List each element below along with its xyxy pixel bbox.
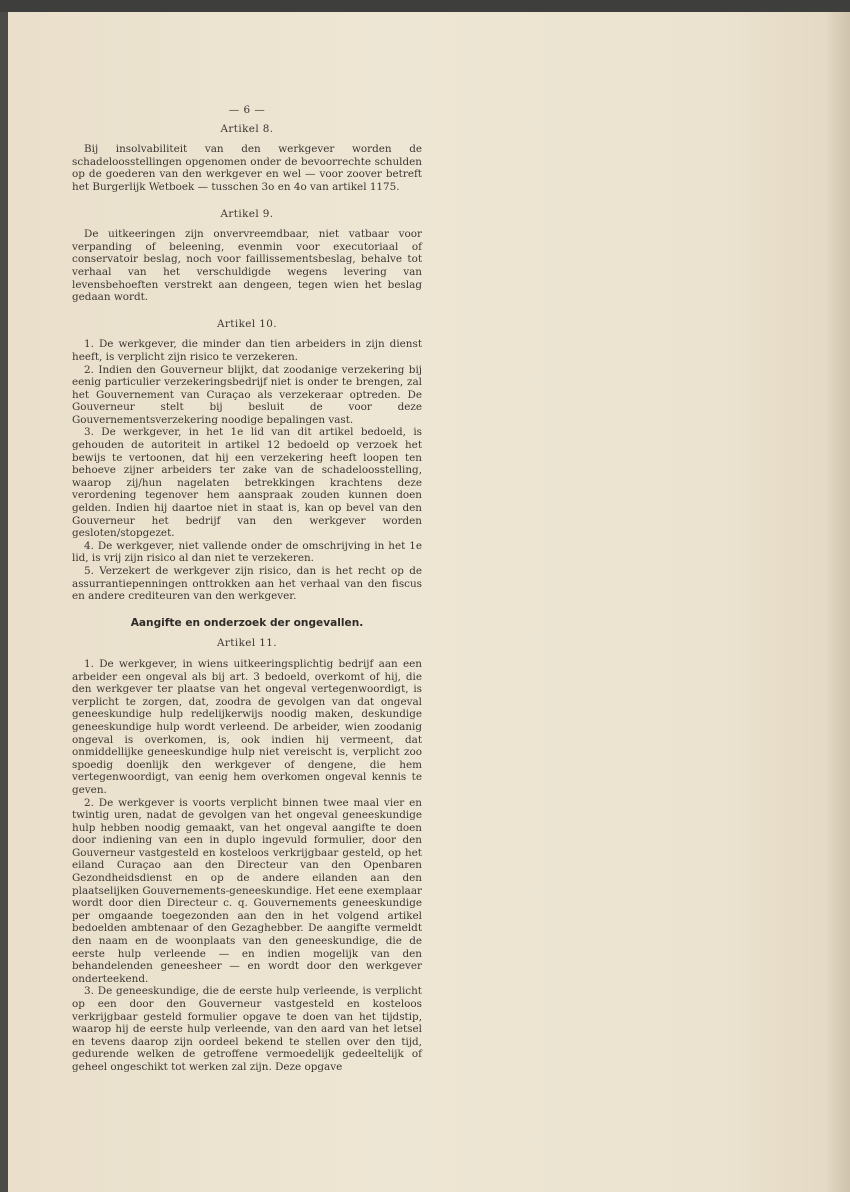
article-11-paragraph-3: 3. De geneeskundige, die de eerste hulp verleende, is verplicht op een door den Gouverneur vastgesteld en kosteloos verkrijgbaar gesteld formulier opgave te doen van het tijdstip, waarop hij de eerste hulp verleende, van den aard van het letsel en tevens daarop zijn oordeel bekend te stellen over den tijd, gedurende welken de getroffene vermoedelijk gedeeltelijk of geheel ongeschikt tot werken zal zijn. Deze opgave bbox=[72, 985, 422, 1073]
article-10-paragraph-2: 2. Indien den Gouverneur blijkt, dat zoodanige verzekering bij eenig particulier verzekeringsbedrijf niet is onder te brengen, zal het Gouvernement van Curaçao als verzekeraar optreden. De Gouverneur stelt bij besluit de voor deze Gouvernementsverzekering noodige bepalingen vast. bbox=[72, 363, 422, 426]
article-11-paragraph-1: 1. De werkgever, in wiens uitkeeringsplichtig bedrijf aan een arbeider een ongeval als bij art. 3 bedoeld, overkomt of hij, die den werkgever ter plaatse van het ongeval vertegenwoordigt, is verplicht te zorgen, dat, zoodra de gevolgen van dat ongeval geneeskundige hulp redelijkerwijs noodig maken, deskundige geneeskundige hulp wordt verleend. De arbeider, wien zoodanig ongeval is overkomen, is, ook indien hij vermeent, dat onmiddellijke geneeskundige hulp niet vereischt is, verplicht zoo spoedig doenlijk den werkgever of dengene, die hem vertegenwoordigt, van eenig hem overkomen ongeval kennis te geven. bbox=[72, 657, 422, 796]
document-body bbox=[72, 104, 422, 1074]
article-8 bbox=[72, 123, 422, 194]
page-number: — 6 — bbox=[228, 104, 266, 116]
article-10-paragraph-4: 4. De werkgever, niet vallende onder de omschrijving in het 1e lid, is vrij zijn risico al dan niet te verzekeren. bbox=[72, 539, 422, 565]
article-11 bbox=[72, 637, 422, 1073]
article-9-title: Artikel 9. bbox=[220, 207, 274, 220]
article-10-title: Artikel 10. bbox=[217, 317, 277, 330]
article-11-title: Artikel 11. bbox=[217, 637, 277, 650]
article-8-title: Artikel 8. bbox=[220, 122, 274, 135]
article-10 bbox=[72, 318, 422, 603]
article-10-paragraph-1: 1. De werkgever, die minder dan tien arbeiders in zijn dienst heeft, is verplicht zijn risico te verzekeren. bbox=[72, 338, 422, 363]
scanner-top-border bbox=[0, 0, 850, 12]
article-9 bbox=[72, 208, 422, 304]
article-9-text: De uitkeeringen zijn onvervreemdbaar, niet vatbaar voor verpanding of beleening, evenmin voor executoriaal of conservatoir beslag, noch voor faillissementsbeslag, behalve tot verhaal van het verschuldigde wegens levering van levensbehoeften verstrekt aan dengeen, tegen wien het beslag gedaan wordt. bbox=[72, 228, 422, 304]
section-heading: Aangifte en onderzoek der ongevallen. bbox=[130, 616, 364, 629]
article-10-paragraph-5: 5. Verzekert de werkgever zijn risico, dan is het recht op de assurrantiepenningen onttrokken aan het verhaal van den fiscus en andere crediteuren van den werkgever. bbox=[72, 565, 422, 603]
article-11-paragraph-2: 2. De werkgever is voorts verplicht binnen twee maal vier en twintig uren, nadat de gevolgen van het ongeval geneeskundige hulp hebben noodig gemaakt, van het ongeval aangifte te doen door indiening van een in duplo ingevuld formulier, door den Gouverneur vastgesteld en kosteloos verkrijgbaar gesteld, op het eiland Curaçao aan den Directeur van den Openbaren Gezondheidsdienst en op de andere eilanden aan den plaatselijken Gouvernements-geneeskundige. Het eene exemplaar wordt door dien Directeur c. q. Gouvernements geneeskundige per omgaande toegezonden aan den in het volgend artikel bedoelden ambtenaar of den Gezaghebber. De aangifte vermeldt den naam en de woonplaats van den geneeskundige, die de eerste hulp verleende — en indien mogelijk van den behandelenden geneesheer — en wordt door den werkgever onderteekend. bbox=[72, 796, 422, 985]
article-10-paragraph-3: 3. De werkgever, in het 1e lid van dit artikel bedoeld, is gehouden de autoriteit in artikel 12 bedoeld op verzoek het bewijs te vertoonen, dat hij een verzekering heeft loopen ten behoeve zijner arbeiders ter zake van de schadeloosstelling, waarop zij/hun nagelaten betrekkingen krachtens deze verordening tegenover hem aanspraak zouden kunnen doen gelden. Indien hij daartoe niet in staat is, kan op bevel van den Gouverneur het bedrijf van den werkgever worden gesloten/stopgezet. bbox=[72, 426, 422, 540]
page-edge-shadow bbox=[824, 12, 850, 1192]
article-8-text: Bij insolvabiliteit van den werkgever worden de schadeloosstellingen opgenomen onder de bevoorrechte schulden op de goederen van den werkgever en wel — voor zoover betreft het Burgerlijk Wetboek — tusschen 3o en 4o van artikel 1175. bbox=[72, 143, 422, 193]
